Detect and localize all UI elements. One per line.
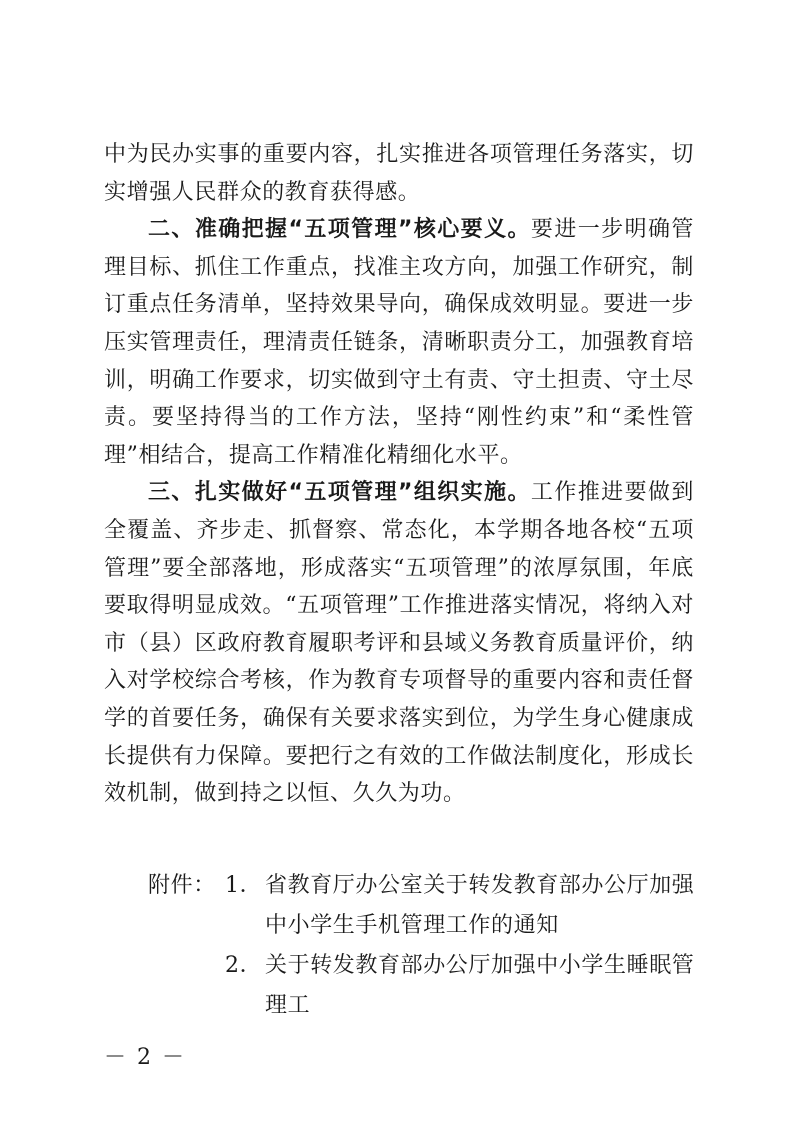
section-3-paragraph [104, 474, 694, 812]
section-3-text: 工作推进要做到全覆盖、齐步走、抓督察、常态化，本学期各地各校“五项管理”要全部落地，形成落实“五项管理”的浓厚氛围，年底要取得明显成效。“五项管理”工作推进落实情况，将纳入对市（县）区政府教育履职考评和县域义务教育质量评价，纳入对学校综合考核，作为教育专项督导的重要内容和责任督学的首要任务，确保有关要求落实到位，为学生身心健康成长提供有力保障。要把行之有效的工作做法制度化，形成长效机制，做到持之以恒、久久为功。 [104, 480, 694, 807]
section-2-paragraph [104, 211, 694, 474]
attachment-item-1 [148, 866, 708, 946]
page-number: － 2 － [104, 1045, 186, 1070]
body-text [104, 136, 694, 813]
attachment-number: 2． [225, 953, 263, 978]
attachment-number: 1． [225, 873, 263, 898]
attachment-item-2 [148, 946, 708, 1026]
attachments-label: 附件： [148, 873, 216, 898]
section-2-text: 要进一步明确管理目标、抓住工作重点，找准主攻方向，加强工作研究，制订重点任务清单，坚持效果导向，确保成效明显。要进一步压实管理责任，理清责任链条，清晰职责分工，加强教育培训，明确工作要求，切实做到守土有责、守土担责、守土尽责。要坚持得当的工作方法，坚持“刚性约束”和“柔性管理”相结合，提高工作精准化精细化水平。 [104, 217, 694, 468]
attachment-title: 关于转发教育部办公厅加强中小学生睡眠管理工 [265, 953, 695, 1018]
attachments-list [148, 866, 708, 1026]
continuation-paragraph: 中为民办实事的重要内容，扎实推进各项管理任务落实，切实增强人民群众的教育获得感。 [104, 142, 694, 205]
section-2-heading: 二、准确把握“五项管理”核心要义。 [148, 217, 531, 243]
attachment-title: 省教育厅办公室关于转发教育部办公厅加强中小学生手机管理工作的通知 [265, 873, 695, 938]
section-3-heading: 三、扎实做好“五项管理”组织实施。 [148, 480, 531, 506]
